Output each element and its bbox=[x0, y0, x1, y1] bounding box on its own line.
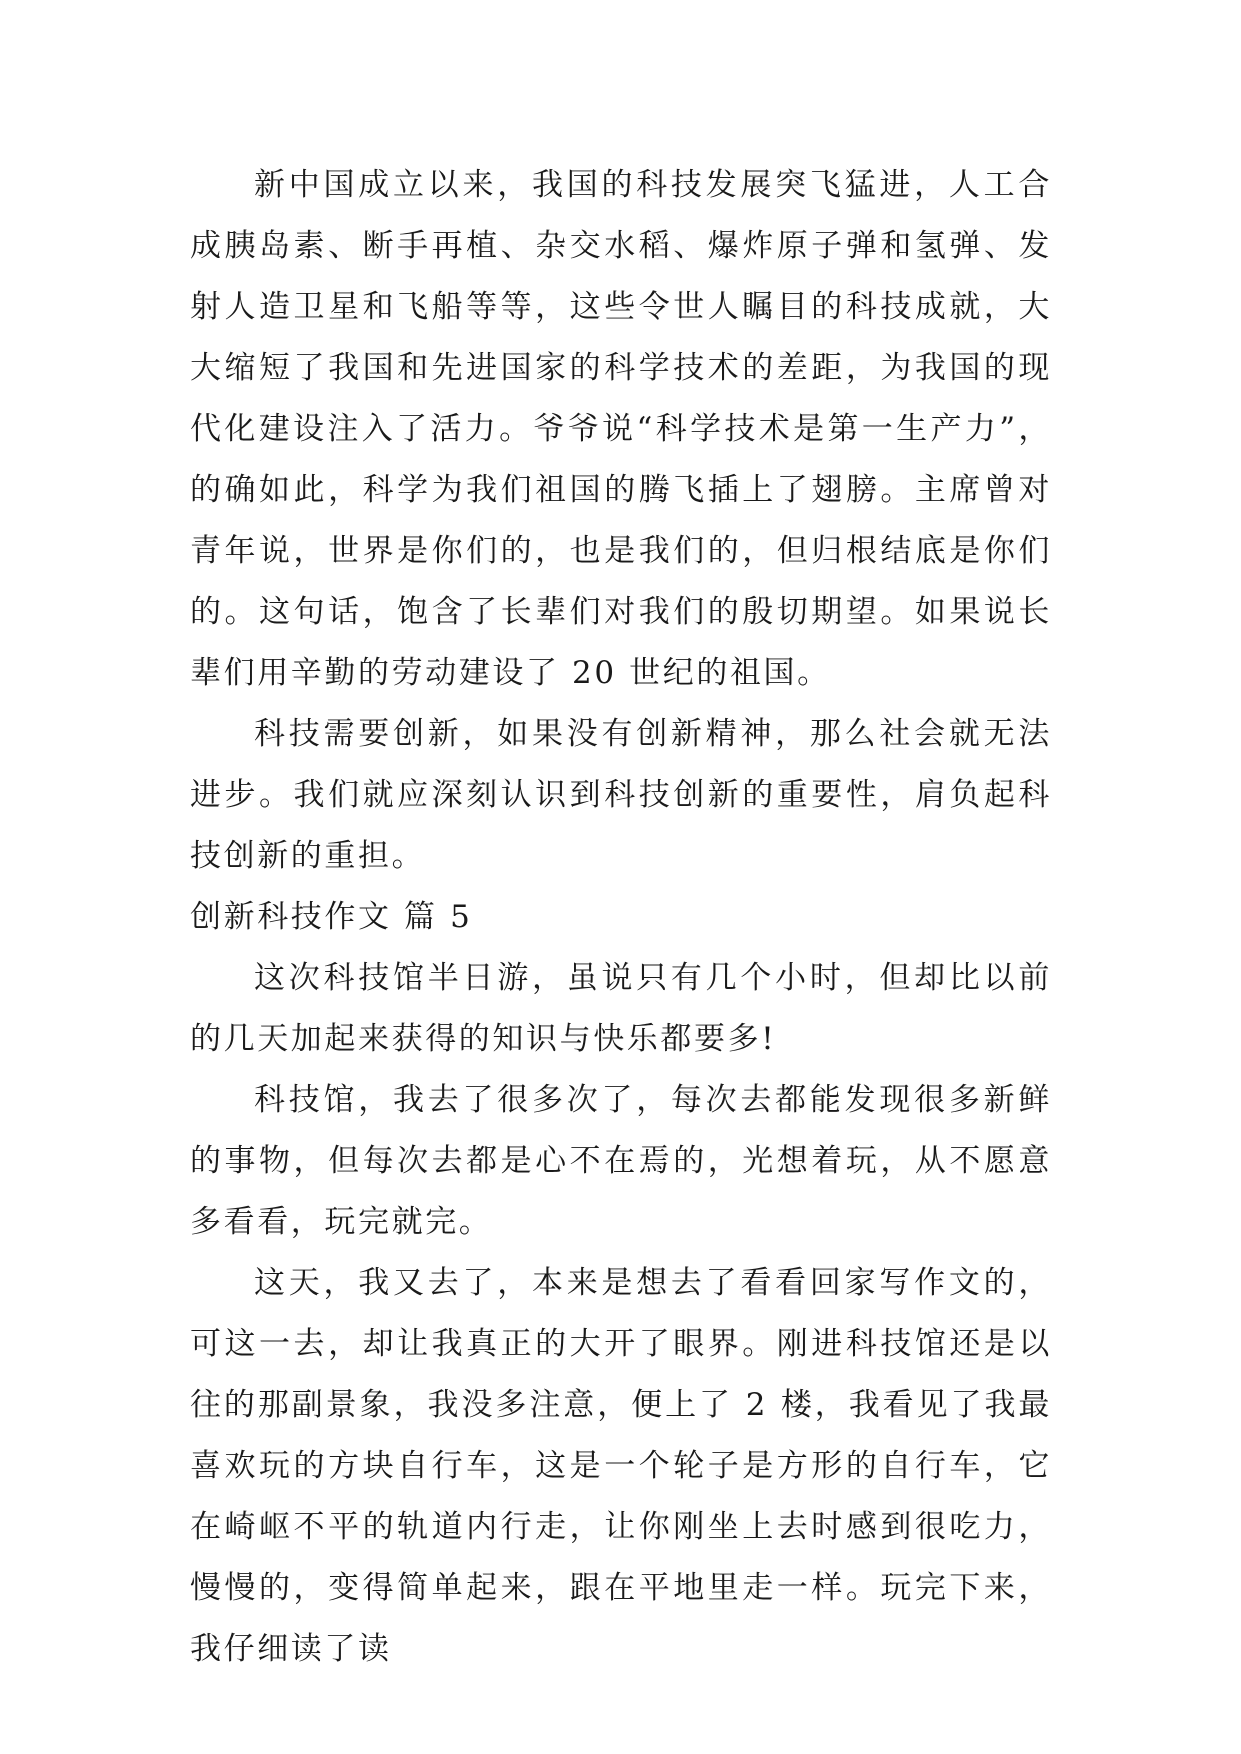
paragraph: 这次科技馆半日游，虽说只有几个小时，但却比以前的几天加起来获得的知识与快乐都要多! bbox=[190, 960, 1052, 1057]
paragraph: 新中国成立以来，我国的科技发展突飞猛进，人工合成胰岛素、断手再植、杂交水稻、爆炸原子弹和氢弹、发射人造卫星和飞船等等，这些令世人瞩目的科技成就，大大缩短了我国和先进国家的科学技术的差距，为我国的现代化建设注入了活力。爷爷说“科学技术是第一生产力”，的确如此，科学为我们祖国的腾飞插上了翅膀。主席曾对青年说，世界是你们的，也是我们的，但归根结底是你们的。这句话，饱含了长辈们对我们的殷切期望。如果说长辈们用辛勤的劳动建设了 20 世纪的祖国。 bbox=[190, 167, 1052, 691]
paragraph: 科技馆，我去了很多次了，每次去都能发现很多新鲜的事物，但每次去都是心不在焉的，光想着玩，从不愿意多看看，玩完就完。 bbox=[190, 1082, 1052, 1240]
paragraph: 科技需要创新，如果没有创新精神，那么社会就无法进步。我们就应深刻认识到科技创新的重要性，肩负起科技创新的重担。 bbox=[190, 716, 1052, 874]
paragraph: 这天，我又去了，本来是想去了看看回家写作文的，可这一去，却让我真正的大开了眼界。刚进科技馆还是以往的那副景象，我没多注意，便上了 2 楼，我看见了我最喜欢玩的方块自行车，这是一个轮子是方形的自行车，它在崎岖不平的轨道内行走，让你刚坐上去时感到很吃力，慢慢的，变得简单起来，跟在平地里走一样。玩完下来，我仔细读了读 bbox=[190, 1265, 1052, 1667]
document-body bbox=[190, 155, 1052, 1680]
section-heading: 创新科技作文 篇 5 bbox=[190, 899, 473, 935]
